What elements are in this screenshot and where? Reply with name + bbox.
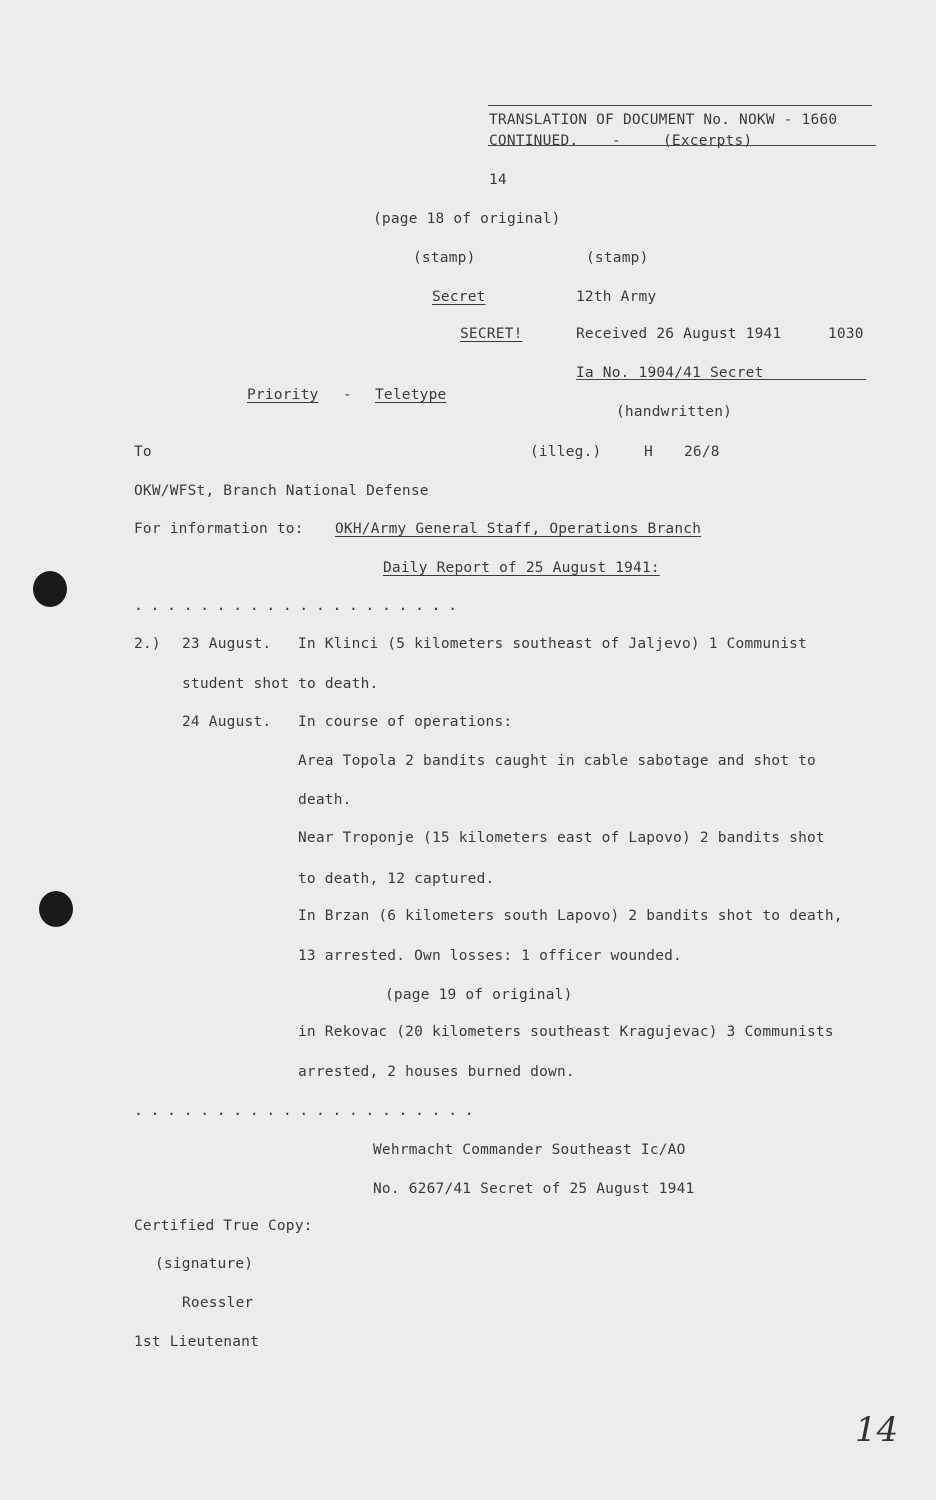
page-ref-1: (page 18 of original) <box>373 211 561 227</box>
sender-line-1: Wehrmacht Commander Southeast Ic/AO <box>373 1142 686 1158</box>
rekovac-line-2: arrested, 2 houses burned down. <box>298 1064 575 1080</box>
item-number: 2.) <box>134 636 161 652</box>
illegible-date: 26/8 <box>684 444 720 460</box>
aug-23-text: In Klinci (5 kilometers southeast of Jaljevo) 1 Communist <box>298 636 807 652</box>
priority-label: Priority <box>247 387 319 403</box>
priority-dash: - <box>343 387 352 403</box>
troponje-line-1: Near Troponje (15 kilometers east of Lapovo) 2 bandits shot <box>298 830 825 846</box>
signer-rank: 1st Lieutenant <box>134 1334 260 1350</box>
rekovac-line-1: in Rekovac (20 kilometers southeast Kragujevac) 3 Communists <box>298 1024 834 1040</box>
punch-hole-bottom <box>39 891 73 927</box>
doc-number: 14 <box>489 172 507 188</box>
handwritten-page-number: 14 <box>855 1410 899 1450</box>
brzan-line-2: 13 arrested. Own losses: 1 officer wounded. <box>298 948 682 964</box>
received-stamp: Received 26 August 1941 <box>576 326 782 342</box>
recipient-okw: OKW/WFSt, Branch National Defense <box>134 483 429 499</box>
dotted-separator-1: .................... <box>134 596 465 614</box>
signer-name: Roessler <box>182 1295 254 1311</box>
header-bottom-rule <box>488 145 876 146</box>
ia-number: Ia No. 1904/41 Secret <box>576 365 764 381</box>
certified-label: Certified True Copy: <box>134 1218 313 1234</box>
date-aug-23: 23 August. <box>182 636 272 652</box>
secret-label: Secret <box>432 289 486 305</box>
illegible-note: (illeg.) <box>530 444 602 460</box>
teletype-label: Teletype <box>375 387 447 403</box>
date-aug-24: 24 August. <box>182 714 272 730</box>
aug-23-text-2: student shot to death. <box>182 676 379 692</box>
header-continued: CONTINUED. <box>489 133 579 149</box>
for-info-label: For information to: <box>134 521 304 537</box>
troponje-line-2: to death, 12 captured. <box>298 871 495 887</box>
sender-line-2: No. 6267/41 Secret of 25 August 1941 <box>373 1181 695 1197</box>
header-top-rule <box>488 105 872 106</box>
dotted-separator-2: ..................... <box>134 1101 482 1119</box>
handwritten-note: (handwritten) <box>616 404 733 420</box>
header-dash: - <box>612 133 621 149</box>
punch-hole-top <box>33 571 67 607</box>
aug-24-text: In course of operations: <box>298 714 513 730</box>
army-label: 12th Army <box>576 289 657 305</box>
stamp-right: (stamp) <box>586 250 649 266</box>
daily-report-title: Daily Report of 25 August 1941: <box>383 560 660 576</box>
signature-placeholder: (signature) <box>155 1256 254 1272</box>
stamp-left: (stamp) <box>413 250 476 266</box>
to-label: To <box>134 444 152 460</box>
illegible-h: H <box>644 444 653 460</box>
header-excerpts: (Excerpts) <box>663 133 753 149</box>
for-info-value: OKH/Army General Staff, Operations Branch <box>335 521 702 537</box>
topola-line-1: Area Topola 2 bandits caught in cable sabotage and shot to <box>298 753 816 769</box>
secret-label-2: SECRET! <box>460 326 523 342</box>
topola-line-2: death. <box>298 792 352 808</box>
ia-number-rule <box>576 379 866 380</box>
header-title: TRANSLATION OF DOCUMENT No. NOKW - 1660 <box>489 112 838 128</box>
brzan-line-1: In Brzan (6 kilometers south Lapovo) 2 bandits shot to death, <box>298 908 843 924</box>
received-time: 1030 <box>828 326 864 342</box>
page-ref-2: (page 19 of original) <box>385 987 573 1003</box>
